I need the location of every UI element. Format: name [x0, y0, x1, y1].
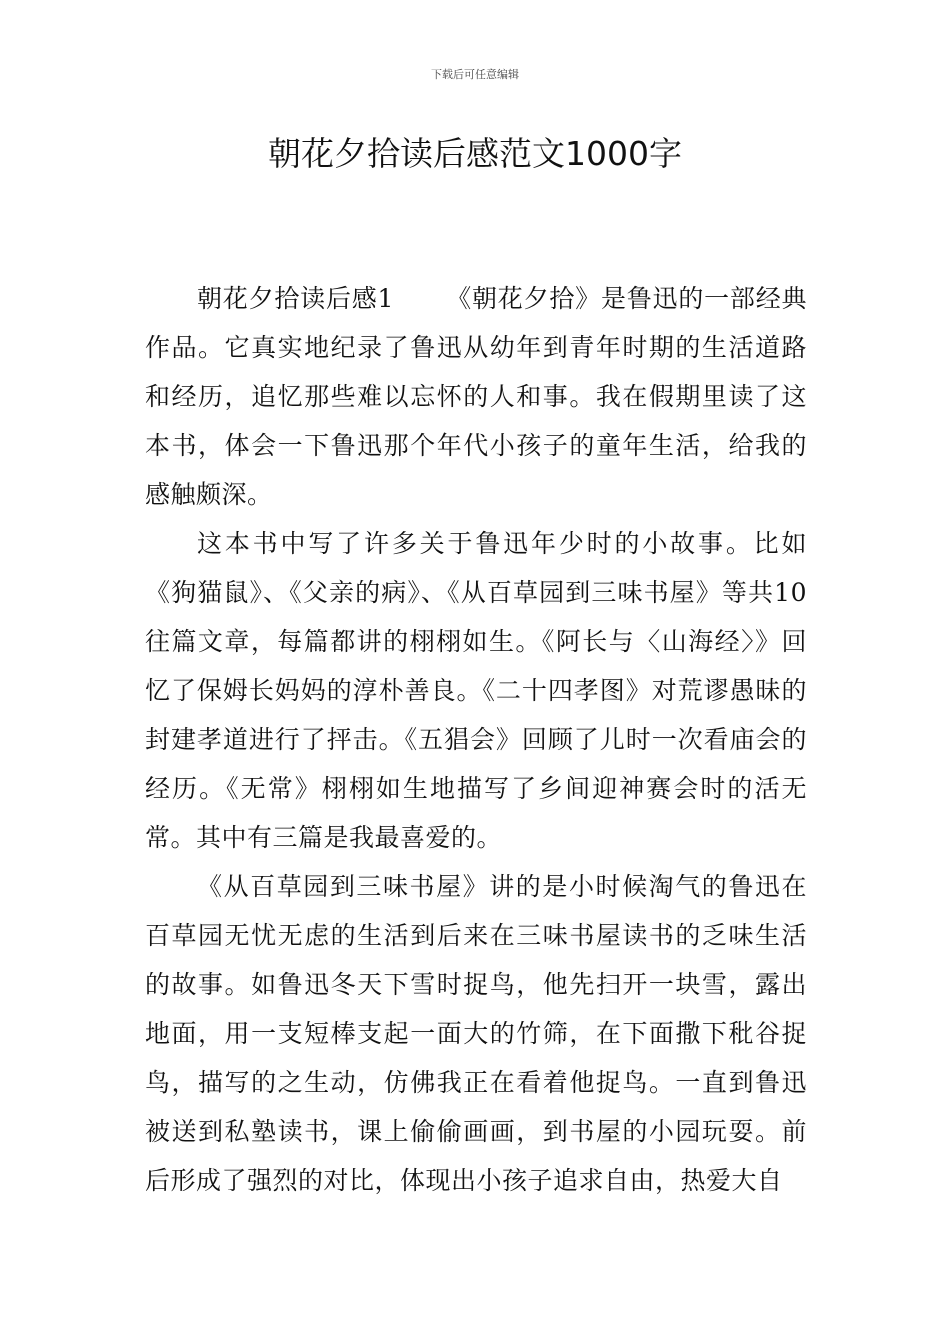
paragraph-3: 《从百草园到三味书屋》讲的是小时候淘气的鲁迅在百草园无忧无虑的生活到后来在三味书屋读书的乏味生活的故事。如鲁迅冬天下雪时捉鸟，他先扫开一块雪，露出地面，用一支短棒支起一面大的竹筛，在下面撒下秕谷捉鸟，描写的之生动，仿佛我正在看着他捉鸟。一直到鲁迅被送到私塾读书，课上偷偷画画，到书屋的小园玩耍。前后形成了强烈的对比，体现出小孩子追求自由，热爱大自 — [145, 872, 807, 1195]
document-title: 朝花夕拾读后感范文1000字 — [268, 134, 682, 173]
paragraph-1-lead: 朝花夕拾读后感1 — [197, 284, 394, 313]
header-note: 下载后可任意编辑 — [431, 68, 519, 81]
paragraph-2: 这本书中写了许多关于鲁迅年少时的小故事。比如《狗猫鼠》、《父亲的病》、《从百草园到三味书屋》等共10往篇文章，每篇都讲的栩栩如生。《阿长与〈山海经〉》回忆了保姆长妈妈的淳朴善良。《二十四孝图》对荒谬愚昧的封建孝道进行了抨击。《五猖会》回顾了儿时一次看庙会的经历。《无常》栩栩如生地描写了乡间迎神赛会时的活无常。其中有三篇是我最喜爱的。 — [145, 529, 807, 852]
paragraph-1 — [145, 274, 807, 519]
paragraph-1-text: 《朝花夕拾》是鲁迅的一部经典作品。它真实地纪录了鲁迅从幼年到青年时期的生活道路和经历，追忆那些难以忘怀的人和事。我在假期里读了这本书，体会一下鲁迅那个年代小孩子的童年生活，给我的感触颇深。 — [145, 284, 807, 509]
document-body — [145, 274, 807, 1205]
